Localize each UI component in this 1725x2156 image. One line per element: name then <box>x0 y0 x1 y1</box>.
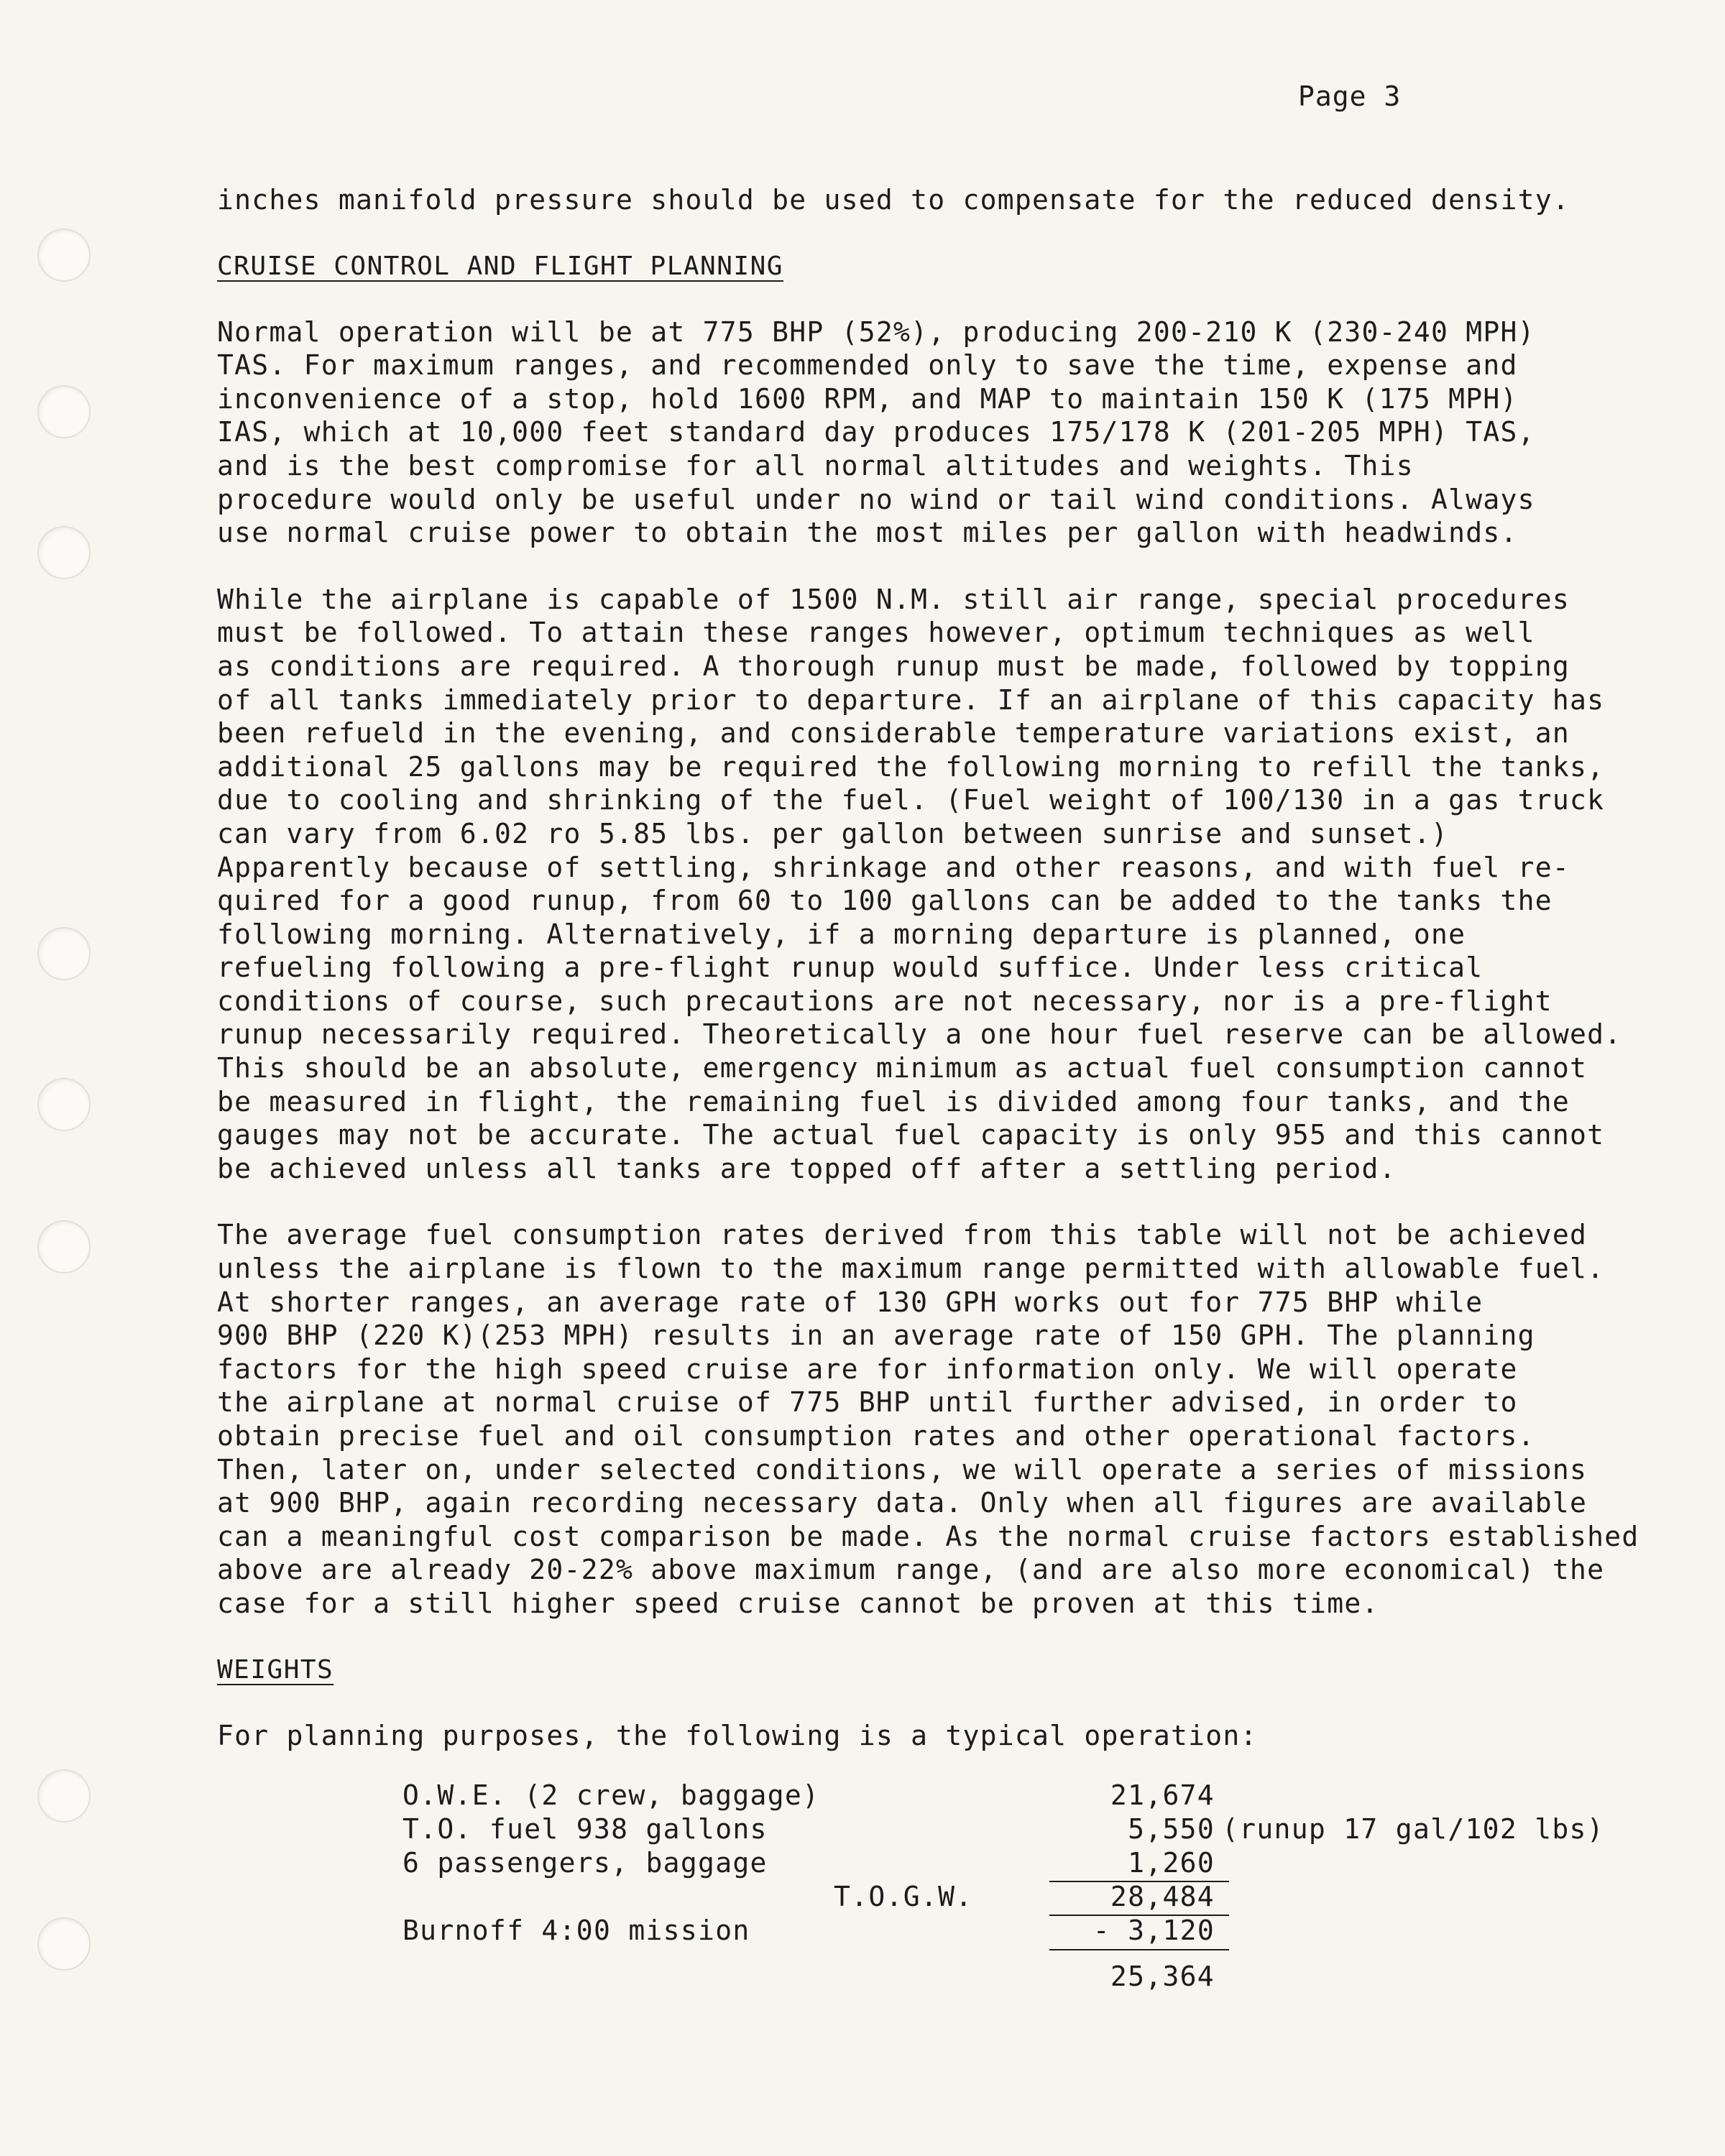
section-heading-weights: WEIGHTS <box>217 1654 334 1685</box>
paragraph-fuel-consumption: The average fuel consumption rates derived from this table will not be achieved unless the airplane is flown to the maximum range permitted with allowable fuel. At shorter ranges, an average rate of 130 GPH works out for 775 BHP while 900 BHP (220 K)(253 MPH) results in an average rate of 150 GPH. The planning factors for the high speed cruise are for information only. We will operate the airplane at normal cruise of 775 BHP until further advised, in order to obtain precise fuel and oil consumption rates and other operational factors. Then, later on, under selected conditions, we will operate a series of missions at 900 BHP, again recording necessary data. Only when all figures are available can a meaningful cost comparison be made. As the normal cruise factors established above are already 20-22% above maximum range, (and are also more economical) the case for a still higher speed cruise cannot be proven at this time. <box>217 1219 1639 1619</box>
weights-row <box>402 1779 1624 1812</box>
punch-hole <box>37 927 91 980</box>
document-body <box>217 183 1655 2017</box>
weights-row-value: 1,260 <box>1128 1847 1215 1879</box>
paragraph-range-procedures: While the airplane is capable of 1500 N.M. still air range, special procedures must be followed. To attain these ranges however, optimum techniques as well as conditions are required. A thorough runup must be made, followed by topping of all tanks immediately prior to departure. If an airplane of this capacity has been refueld in the evening, and considerable temperature variations exist, an additional 25 gallons may be required the following morning to refill the tanks, due to cooling and shrinking of the fuel. (Fuel weight of 100/130 in a gas truck can vary from 6.02 ro 5.85 lbs. per gallon between sunrise and sunset.) Apparently because of settling, shrinkage and other reasons, and with fuel re- quired for a good runup, from 60 to 100 gallons can be added to the tanks the following morning. Alternatively, if a morning departure is planned, one refueling following a pre-flight runup would suffice. Under less critical conditions of course, such precautions are not necessary, nor is a pre-flight runup necessarily required. Theoretically a one hour fuel reserve can be allowed. This should be an absolute, emergency minimum as actual fuel consumption cannot be measured in flight, the remaining fuel is divided among four tanks, and the gauges may not be accurate. The actual fuel capacity is only 955 and this cannot be achieved unless all tanks are topped off after a settling period. <box>217 583 1622 1184</box>
weights-row <box>402 1847 1624 1880</box>
punch-hole <box>37 385 91 438</box>
punch-hole <box>37 1078 91 1131</box>
weights-row-value: 28,484 <box>1110 1881 1215 1913</box>
punch-hole <box>37 1769 91 1823</box>
weights-row-value: - 3,120 <box>1092 1915 1215 1947</box>
weights-row-note: (runup 17 gal/102 lbs) <box>1222 1813 1604 1846</box>
weights-row <box>402 1813 1624 1846</box>
weights-row-label: Burnoff 4:00 mission <box>402 1915 750 1947</box>
weights-row-value: 5,550 <box>1128 1813 1215 1846</box>
weights-row <box>402 1915 1624 1948</box>
weights-intro: For planning purposes, the following is a typical operation: <box>217 1719 1258 1751</box>
punch-hole <box>37 229 91 282</box>
section-heading-cruise: CRUISE CONTROL AND FLIGHT PLANNING <box>217 251 783 281</box>
punch-hole <box>37 1917 91 1971</box>
punch-hole <box>37 1220 91 1273</box>
total-rule <box>1049 1949 1229 1950</box>
weights-row <box>402 1881 1624 1914</box>
weights-row-value: 25,364 <box>1110 1961 1215 1993</box>
weights-table <box>402 1779 1624 2017</box>
weights-row-label: T.O. fuel 938 gallons <box>402 1813 768 1846</box>
page-number: Page 3 <box>1298 80 1402 112</box>
weights-row-mid-label: T.O.G.W. <box>834 1881 973 1913</box>
intro-line: inches manifold pressure should be used to compensate for the reduced density. <box>217 184 1570 216</box>
paragraph-normal-operation: Normal operation will be at 775 BHP (52%), producing 200-210 K (230-240 MPH) TAS. For maximum ranges, and recommended only to save the time, expense and inconvenience of a stop, hold 1600 RPM, and MAP to maintain 150 K (175 MPH) IAS, which at 10,000 feet standard day produces 175/178 K (201-205 MPH) TAS, and is the best compromise for all normal altitudes and weights. This procedure would only be useful under no wind or tail wind conditions. Always use normal cruise power to obtain the most miles per gallon with headwinds. <box>217 315 1535 549</box>
weights-row-label: O.W.E. (2 crew, baggage) <box>402 1779 820 1812</box>
punch-hole <box>37 526 91 579</box>
weights-row-value: 21,674 <box>1110 1779 1215 1812</box>
weights-row-label: 6 passengers, baggage <box>402 1847 768 1879</box>
weights-row <box>402 1961 1624 1994</box>
